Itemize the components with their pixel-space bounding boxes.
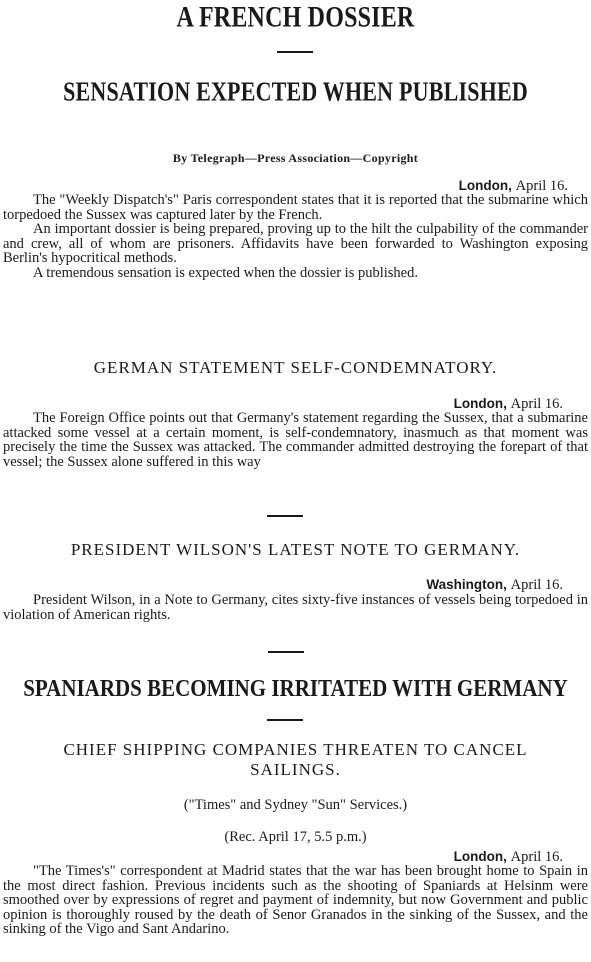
article4-body xyxy=(3,864,588,937)
article1-subheadline: SENSATION EXPECTED WHEN PUBLISHED xyxy=(63,75,528,107)
article4-received: (Rec. April 17, 5.5 p.m.) xyxy=(224,829,367,845)
article1-dateline-place: London, xyxy=(458,178,512,193)
article4-paragraph: "The Times's" correspondent at Madrid states that the war has been brought home to Spain in the most direct fashion. Previous incidents such as the shooting of Spaniards at Helsinm were smoothed over by expressions of regret and payment of indemnity, but now Government and public opinion is thoroughly roused by the death of Senor Granados in the sinking of the Sussex, and the sinking of the Vigo and Sant Andarino. xyxy=(3,863,588,938)
article1-byline-block xyxy=(3,149,588,167)
article4-subheadline-line2: SAILINGS. xyxy=(250,760,341,779)
article3-dateline xyxy=(3,577,563,593)
article4-dateline-date: April 16. xyxy=(510,849,563,865)
article3-dateline-place: Washington, xyxy=(426,577,507,592)
article1-dateline-date: April 16. xyxy=(515,178,568,194)
article4-subheadline-block xyxy=(3,740,588,780)
article4-headline-block xyxy=(3,674,588,702)
article3-dateline-date: April 16. xyxy=(510,577,563,593)
article3-paragraph: President Wilson, in a Note to Germany, cites sixty-five instances of vessels being torpedoed in violation of American rights. xyxy=(3,592,588,623)
article3-headline-block xyxy=(3,540,588,560)
article4-dateline-place: London, xyxy=(453,849,507,864)
article1-byline: By Telegraph—Press Association—Copyright xyxy=(172,151,419,165)
article2-headline-block xyxy=(3,358,588,378)
article4-headline: SPANIARDS BECOMING IRRITATED WITH GERMANY xyxy=(23,674,568,702)
article2-headline: GERMAN STATEMENT SELF-CONDEMNATORY. xyxy=(93,358,498,377)
article2-dateline-date: April 16. xyxy=(510,396,563,412)
article2-dateline-place: London, xyxy=(453,396,507,411)
article1-paragraph: An important dossier is being prepared, proving up to the hilt the culpability of the commander and crew, all of whom are prisoners. Affidavits have been forwarded to Washington exposing Berlin's hypocritical methods. xyxy=(3,221,588,267)
article3-body xyxy=(3,593,588,622)
article4-services: ("Times" and Sydney "Sun" Services.) xyxy=(183,797,408,813)
article3-headline: PRESIDENT WILSON'S LATEST NOTE TO GERMANY. xyxy=(70,540,521,559)
article1-headline: A FRENCH DOSSIER xyxy=(176,1,415,34)
divider-rule xyxy=(268,651,304,653)
divider-rule xyxy=(277,51,313,53)
article2-body xyxy=(3,411,588,469)
article1-paragraph: A tremendous sensation is expected when the dossier is published. xyxy=(33,264,418,281)
article1-subheadline-block xyxy=(3,75,588,107)
divider-rule xyxy=(267,515,303,517)
article4-subheadline-line1: CHIEF SHIPPING COMPANIES THREATEN TO CANCEL xyxy=(63,740,528,759)
article1-body xyxy=(3,193,588,281)
article2-paragraph: The Foreign Office points out that Germany's statement regarding the Sussex, that a submarine attacked some vessel at a certain moment, is self-condemnatory, inasmuch as that moment was precisely the time the Sussex was attacked. The commander admitted destroying the forepart of that vessel; the Sussex alone suffered in this way xyxy=(3,410,588,470)
article1-headline-block xyxy=(3,1,588,34)
divider-rule xyxy=(267,719,303,721)
article1-paragraph: The "Weekly Dispatch's" Paris correspondent states that it is reported that the submarine which torpedoed the Sussex was captured later by the French. xyxy=(3,192,588,223)
